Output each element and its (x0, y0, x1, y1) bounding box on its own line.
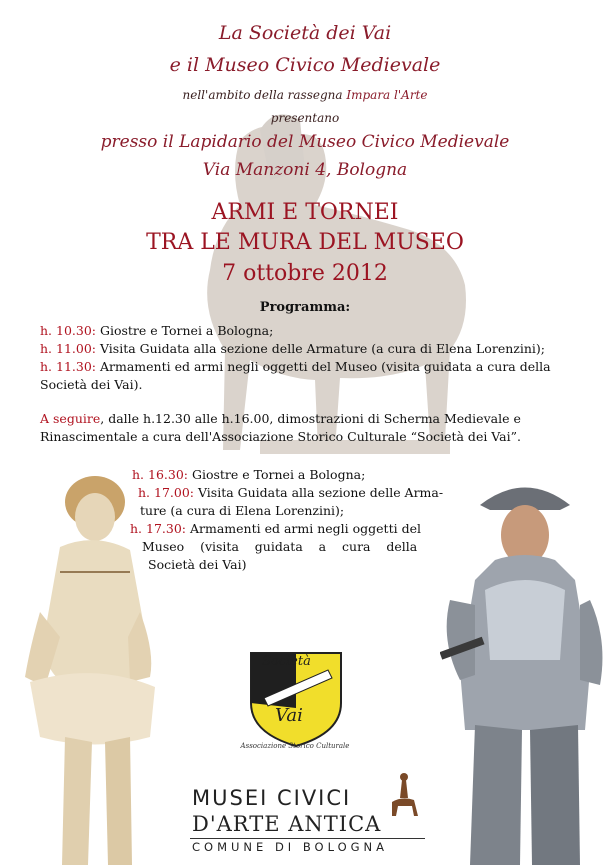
header-line-3 (0, 88, 610, 102)
schedule-item (130, 520, 421, 538)
museum-logo-line-2: D'ARTE ANTICA (192, 812, 382, 836)
museum-logo-line-3: COMUNE DI BOLOGNA (192, 840, 389, 854)
crest-name-top: Società (262, 654, 311, 669)
afternoon-intro-line-2: Rinascimentale a cura dell'Associazione Storico Culturale “Società dei Vai”. (40, 429, 521, 444)
schedule-item (40, 322, 273, 340)
schedule-item (40, 358, 551, 376)
afternoon-intro-highlight: A seguire (40, 411, 101, 426)
schedule-text: Giostre e Tornei a Bologna; (188, 467, 366, 482)
event-date: 7 ottobre 2012 (222, 261, 388, 286)
schedule-text: Armamenti ed armi negli oggetti del (186, 521, 421, 536)
event-title-line-1: ARMI E TORNEI (211, 200, 399, 225)
afternoon-intro-text: , dalle h.12.30 alle h.16.00, dimostrazioni di Scherma Medievale e (100, 411, 521, 426)
header-venue: presso il Lapidario del Museo Civico Medievale (100, 132, 510, 152)
schedule-item-continuation: ture (a cura di Elena Lorenzini); (140, 503, 345, 518)
marble-statue-figure-image (0, 462, 170, 865)
schedule-time: h. 17.00: (138, 485, 194, 500)
schedule-item (138, 484, 443, 502)
header-address: Via Manzoni 4, Bologna (202, 160, 408, 180)
museum-logo-line-1: MUSEI CIVICI (192, 786, 352, 810)
schedule-item (40, 340, 545, 358)
schedule-item-continuation: Museo (visita guidata a cura della (142, 539, 418, 554)
schedule-item-continuation: Società dei Vai) (148, 557, 247, 572)
header-line-1: La Società dei Vai (218, 22, 392, 44)
schedule-text: Giostre e Tornei a Bologna; (96, 323, 274, 338)
museum-logo-divider (190, 838, 425, 839)
schedule-item-continuation: Società dei Vai). (40, 377, 143, 392)
schedule-time: h. 11.00: (40, 341, 96, 356)
crest-caption: Associazione Storico Culturale (240, 742, 350, 750)
schedule-time: h. 16.30: (132, 467, 188, 482)
schedule-text: Armamenti ed armi negli oggetti del Museo (visita guidata a cura della (96, 359, 551, 374)
schedule-text: Visita Guidata alla sezione delle Armature (a cura di Elena Lorenzini); (96, 341, 545, 356)
armored-knight-image (440, 470, 610, 865)
schedule-time: h. 17.30: (130, 521, 186, 536)
header-presentano: presentano (270, 111, 340, 125)
schedule-text: Visita Guidata alla sezione delle Arma- (194, 485, 444, 500)
equestrian-logo-icon (384, 772, 424, 822)
header-line-3-prefix: nell'ambito della rassegna (182, 88, 347, 102)
event-title-line-2: TRA LE MURA DEL MUSEO (146, 230, 464, 255)
crest-name-bottom: Vai (275, 705, 303, 726)
schedule-time: h. 11.30: (40, 359, 96, 374)
header-line-2: e il Museo Civico Medievale (169, 54, 441, 76)
schedule-time: h. 10.30: (40, 323, 96, 338)
programma-heading: Programma: (259, 300, 351, 315)
event-series-name: Impara l'Arte (346, 88, 428, 102)
afternoon-intro (40, 410, 521, 428)
